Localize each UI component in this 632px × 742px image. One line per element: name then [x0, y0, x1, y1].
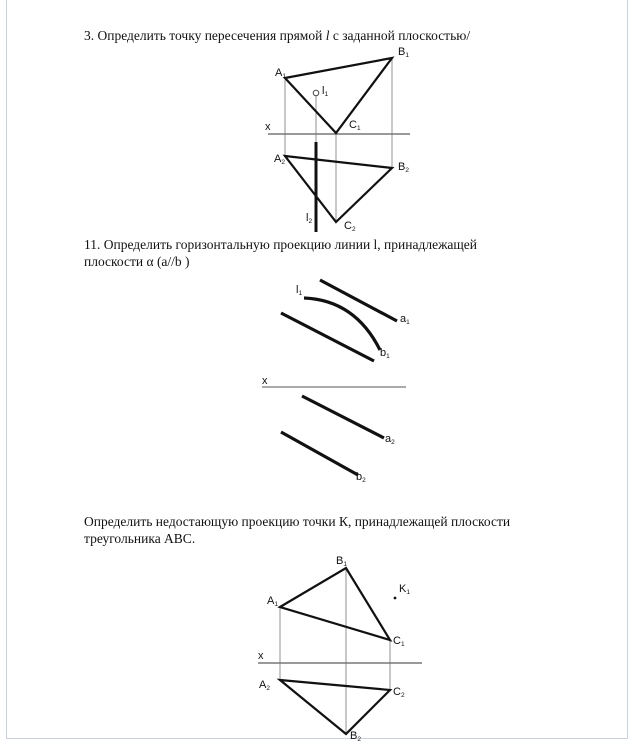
fig3-label-k1: K1 — [399, 583, 410, 596]
figure-1-drawing — [265, 46, 410, 233]
fig1-triangle-horizontal — [285, 156, 392, 222]
fig3-triangle-horizontal — [280, 680, 390, 734]
task-1-text-end: с заданной плоскостью/ — [329, 28, 471, 43]
fig1-line-l1-point — [313, 90, 319, 96]
fig3-label-b1: B1 — [336, 555, 347, 568]
fig3-point-k1 — [394, 597, 397, 600]
fig2-line-a2 — [302, 396, 384, 438]
figure-3-drawing — [258, 555, 422, 742]
fig1-label-b1: B1 — [398, 46, 409, 59]
fig2-label-a2: a2 — [385, 433, 395, 446]
fig1-label-c2: C2 — [344, 220, 356, 233]
fig1-label-a2: A2 — [274, 153, 285, 166]
fig1-label-x: x — [265, 121, 271, 133]
fig2-line-b2 — [281, 432, 358, 475]
task-3-line-1: Определить недостающую проекцию точки К, принадлежащей плоскости — [84, 514, 511, 529]
task-2-line-1: 11. Определить горизонтальную проекцию линии l, принадлежащей — [84, 237, 478, 252]
fig2-label-b2: b2 — [356, 471, 366, 484]
fig2-label-x: x — [262, 375, 268, 387]
fig2-label-l1: l1 — [296, 284, 303, 297]
task-3-line-2: треугольника АВС. — [84, 531, 196, 546]
fig3-label-c2: C2 — [393, 686, 405, 699]
fig2-line-a1 — [320, 280, 397, 321]
fig3-label-c1: C1 — [393, 635, 405, 648]
fig2-label-b1: b1 — [380, 347, 390, 360]
fig3-label-b2: B2 — [350, 730, 361, 742]
fig3-label-a1: A1 — [267, 595, 278, 608]
fig1-label-b2: B2 — [398, 161, 409, 174]
task-1-line-symbol: l — [325, 28, 330, 43]
fig1-label-l2: l2 — [306, 212, 313, 225]
fig2-label-a1: a1 — [400, 313, 410, 326]
task-2-line-2: плоскости α (a//b ) — [84, 254, 190, 269]
fig3-label-x: x — [258, 650, 264, 662]
fig3-label-a2: A2 — [259, 679, 270, 692]
figure-2-drawing — [262, 280, 410, 484]
task-1-text: 3. Определить точку пересечения прямой — [84, 28, 326, 43]
fig1-label-a1: A1 — [275, 67, 286, 80]
fig1-label-c1: C1 — [349, 119, 361, 132]
fig1-label-l1: l1 — [322, 85, 329, 98]
fig1-triangle-frontal — [285, 58, 392, 133]
fig3-triangle-frontal — [280, 568, 390, 640]
